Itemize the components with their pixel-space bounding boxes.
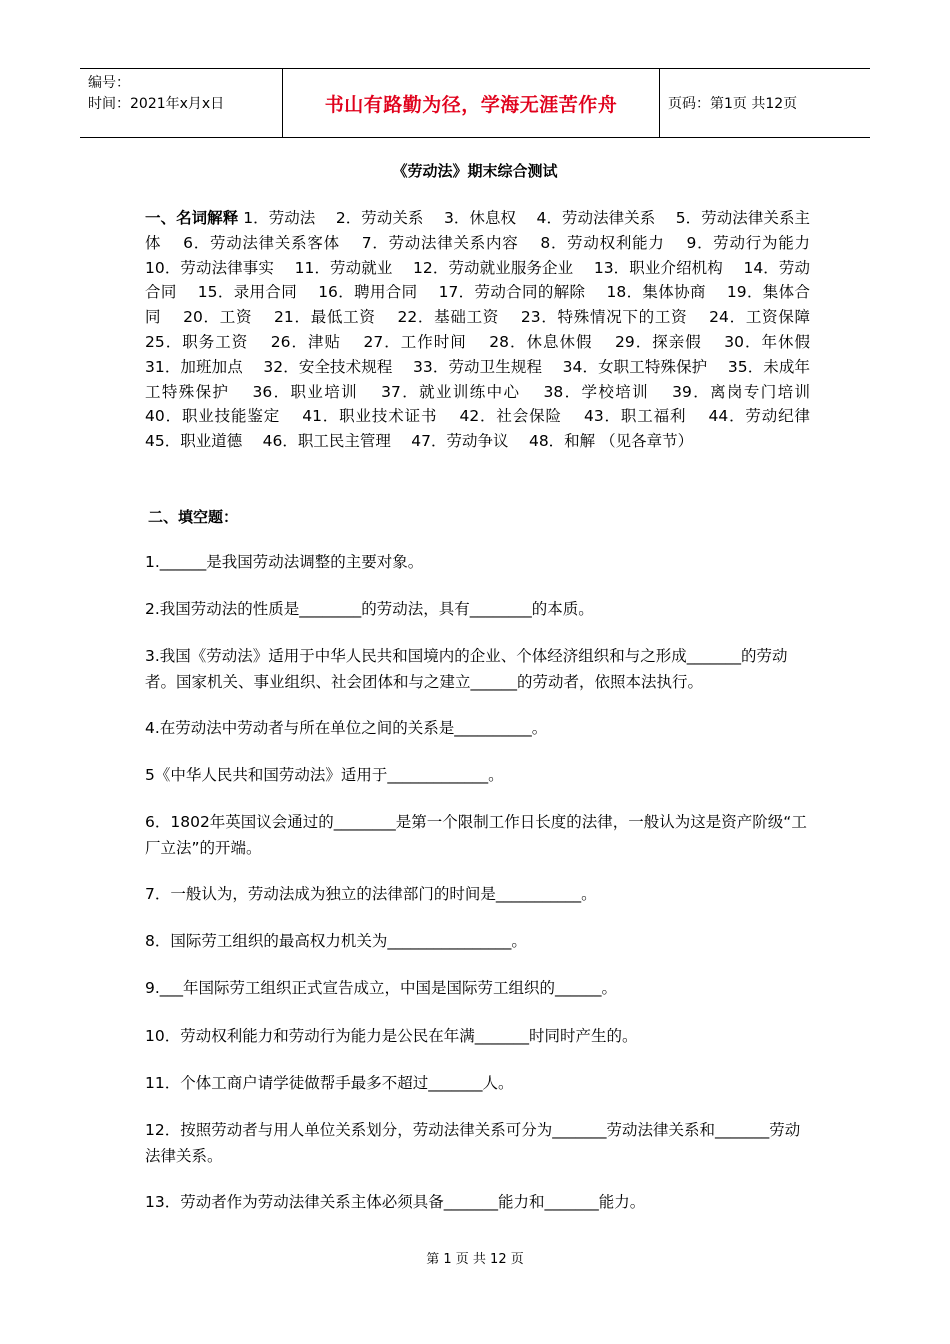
question-10: 10．劳动权利能力和劳动行为能力是公民在年满_______时同时产生的。 bbox=[145, 1027, 638, 1045]
page-footer: 第 1 页 共 12 页 bbox=[426, 1252, 524, 1267]
document-number-label: 编号： bbox=[88, 75, 130, 91]
document-title: 《劳动法》期末综合测试 bbox=[392, 162, 558, 180]
question-13: 13．劳动者作为劳动法律关系主体必须具备_______能力和_______能力。 bbox=[145, 1193, 646, 1211]
question-7: 7．一般认为，劳动法成为独立的法律部门的时间是___________。 bbox=[145, 885, 597, 903]
header-page-label: 页码：第1页 共12页 bbox=[668, 96, 798, 112]
question-3: 3.我国《劳动法》适用于中华人民共和国境内的企业、个体经济组织和与之形成_______的劳动者。国家机关、事业组织、社会团体和与之建立______的劳动者，依照本法执行。 bbox=[145, 647, 788, 691]
question-4: 4.在劳动法中劳动者与所在单位之间的关系是__________。 bbox=[145, 719, 548, 737]
question-9: 9.___年国际劳工组织正式宣告成立，中国是国际劳工组织的______。 bbox=[145, 979, 618, 997]
section2-heading: 二、填空题： bbox=[148, 508, 239, 526]
question-8: 8．国际劳工组织的最高权力机关为________________。 bbox=[145, 932, 527, 950]
section1-term-list: 1．劳动法 2．劳动关系 3．休息权 4．劳动法律关系 5．劳动法律关系主体 6．劳动法律关系客体 7．劳动法律关系内容 8．劳动权利能力 9．劳动行为能力 10．劳动法律事实 11．劳动就业 12．劳动就业服务企业 13．职业介绍机构 14．劳动合同 15．录用合同 16．聘用合同 17．劳动合同的解除 18．集体协商 19．集体合同 20．工资 21．最低工资 22．基础工资 23．特殊情况下的工资 24．工资保障 25．职务工资 26．津贴 27．工作时间 28．休息休假 29．探亲假 30．年休假 31．加班加点 32．安全技术规程 33．劳动卫生规程 34．女职工特殊保护 35．未成年工特殊保护 36．职业培训 37．就业训练中心 38．学校培训 39．离岗专门培训 40．职业技能鉴定 41．职业技术证书 42．社会保险 43．职工福利 44．劳动纪律 45．职业道德 46．职工民主管理 47．劳动争议 48．和解 （见各章节） bbox=[145, 209, 831, 451]
section1-heading: 一、名词解释 bbox=[145, 209, 239, 227]
question-12: 12．按照劳动者与用人单位关系划分，劳动法律关系可分为_______劳动法律关系和_______劳动法律关系。 bbox=[145, 1121, 801, 1165]
question-6: 6．1802年英国议会通过的________是第一个限制工作日长度的法律，一般认为这是资产阶级“工厂立法”的开端。 bbox=[145, 813, 807, 857]
section1-terms bbox=[145, 206, 831, 454]
document-date-label: 时间：2021年x月x日 bbox=[88, 96, 225, 112]
header-motto: 书山有路勤为径，学海无涯苦作舟 bbox=[282, 69, 660, 137]
question-2: 2.我国劳动法的性质是________的劳动法，具有________的本质。 bbox=[145, 600, 594, 618]
header-meta bbox=[80, 69, 282, 137]
question-11: 11．个体工商户请学徒做帮手最多不超过_______人。 bbox=[145, 1074, 514, 1092]
question-1: 1.______是我国劳动法调整的主要对象。 bbox=[145, 553, 424, 571]
page-header bbox=[80, 68, 870, 138]
question-5: 5《中华人民共和国劳动法》适用于_____________。 bbox=[145, 766, 504, 784]
